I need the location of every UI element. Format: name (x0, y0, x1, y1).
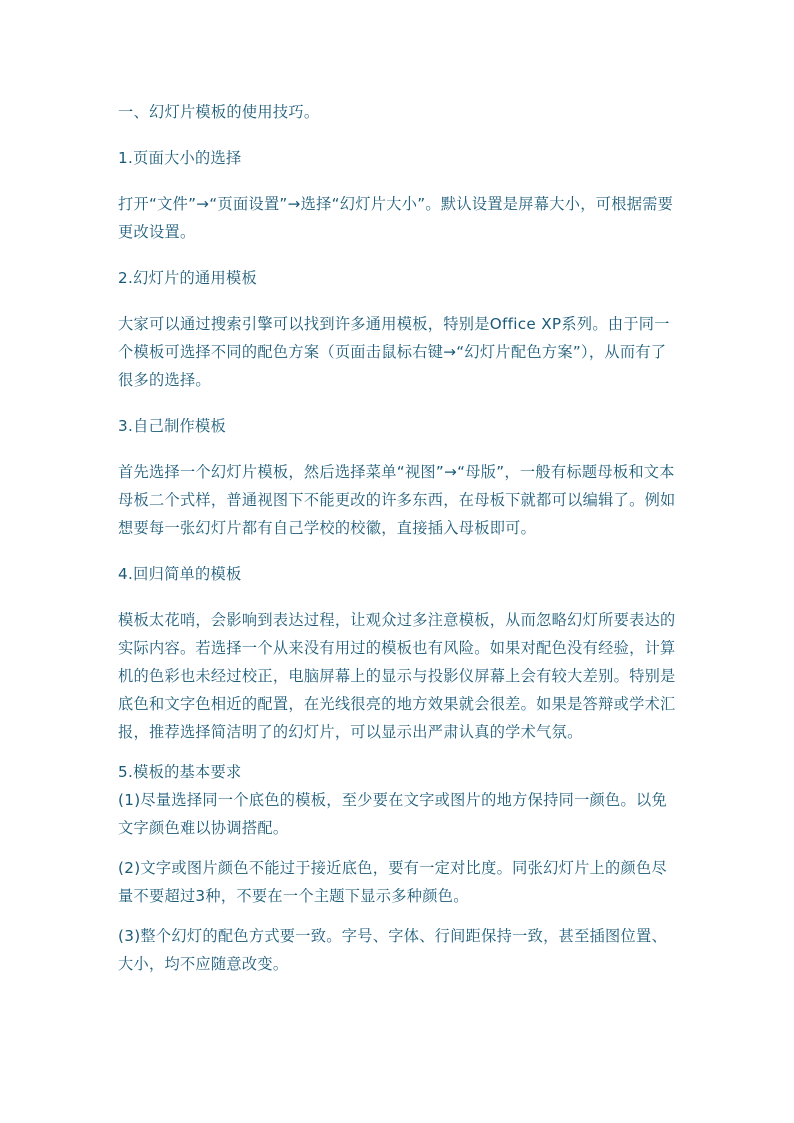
section-5-item-2: (2)文字或图片颜色不能过于接近底色，要有一定对比度。同张幻灯片上的颜色尽量不要超过3种，不要在一个主题下显示多种颜色。 (118, 859, 667, 905)
section-4-body: 模板太花哨，会影响到表达过程，让观众过多注意模板，从而忽略幻灯所要表达的实际内容。若选择一个从来没有用过的模板也有风险。如果对配色没有经验，计算机的色彩也未经过校正，电脑屏幕上的显示与投影仪屏幕上会有较大差别。特别是底色和文字色相近的配置，在光线很亮的地方效果就会很差。如果是答辩或学术汇报，推荐选择简洁明了的幻灯片，可以显示出严肃认真的学术气氛。 (118, 611, 676, 741)
section-4-title: 4.回归简单的模板 (118, 565, 242, 583)
main-heading: 一、幻灯片模板的使用技巧。 (118, 103, 320, 121)
section-5-item-1: (1)尽量选择同一个底色的模板，至少要在文字或图片的地方保持同一颜色。以免文字颜色难以协调搭配。 (118, 791, 667, 837)
section-2-body: 大家可以通过搜索引擎可以找到许多通用模板，特别是Office XP系列。由于同一个模板可选择不同的配色方案（页面击鼠标右键→“幻灯片配色方案”），从而有了很多的选择。 (118, 315, 670, 389)
section-5-title: 5.模板的基本要求 (118, 763, 242, 781)
section-5-item-3: (3)整个幻灯的配色方式要一致。字号、字体、行间距保持一致，甚至插图位置、大小，均不应随意改变。 (118, 927, 667, 973)
section-3-title: 3.自己制作模板 (118, 417, 227, 435)
section-3-body: 首先选择一个幻灯片模板，然后选择菜单“视图”→“母版”，一般有标题母板和文本母板二个式样，普通视图下不能更改的许多东西，在母板下就都可以编辑了。例如想要每一张幻灯片都有自己学校的校徽，直接插入母板即可。 (118, 463, 676, 537)
section-1-body: 打开“文件”→“页面设置”→选择“幻灯片大小”。默认设置是屏幕大小，可根据需要更改设置。 (118, 195, 674, 241)
section-2-title: 2.幻灯片的通用模板 (118, 269, 257, 287)
section-1-title: 1.页面大小的选择 (118, 149, 242, 167)
document-body (118, 98, 678, 978)
